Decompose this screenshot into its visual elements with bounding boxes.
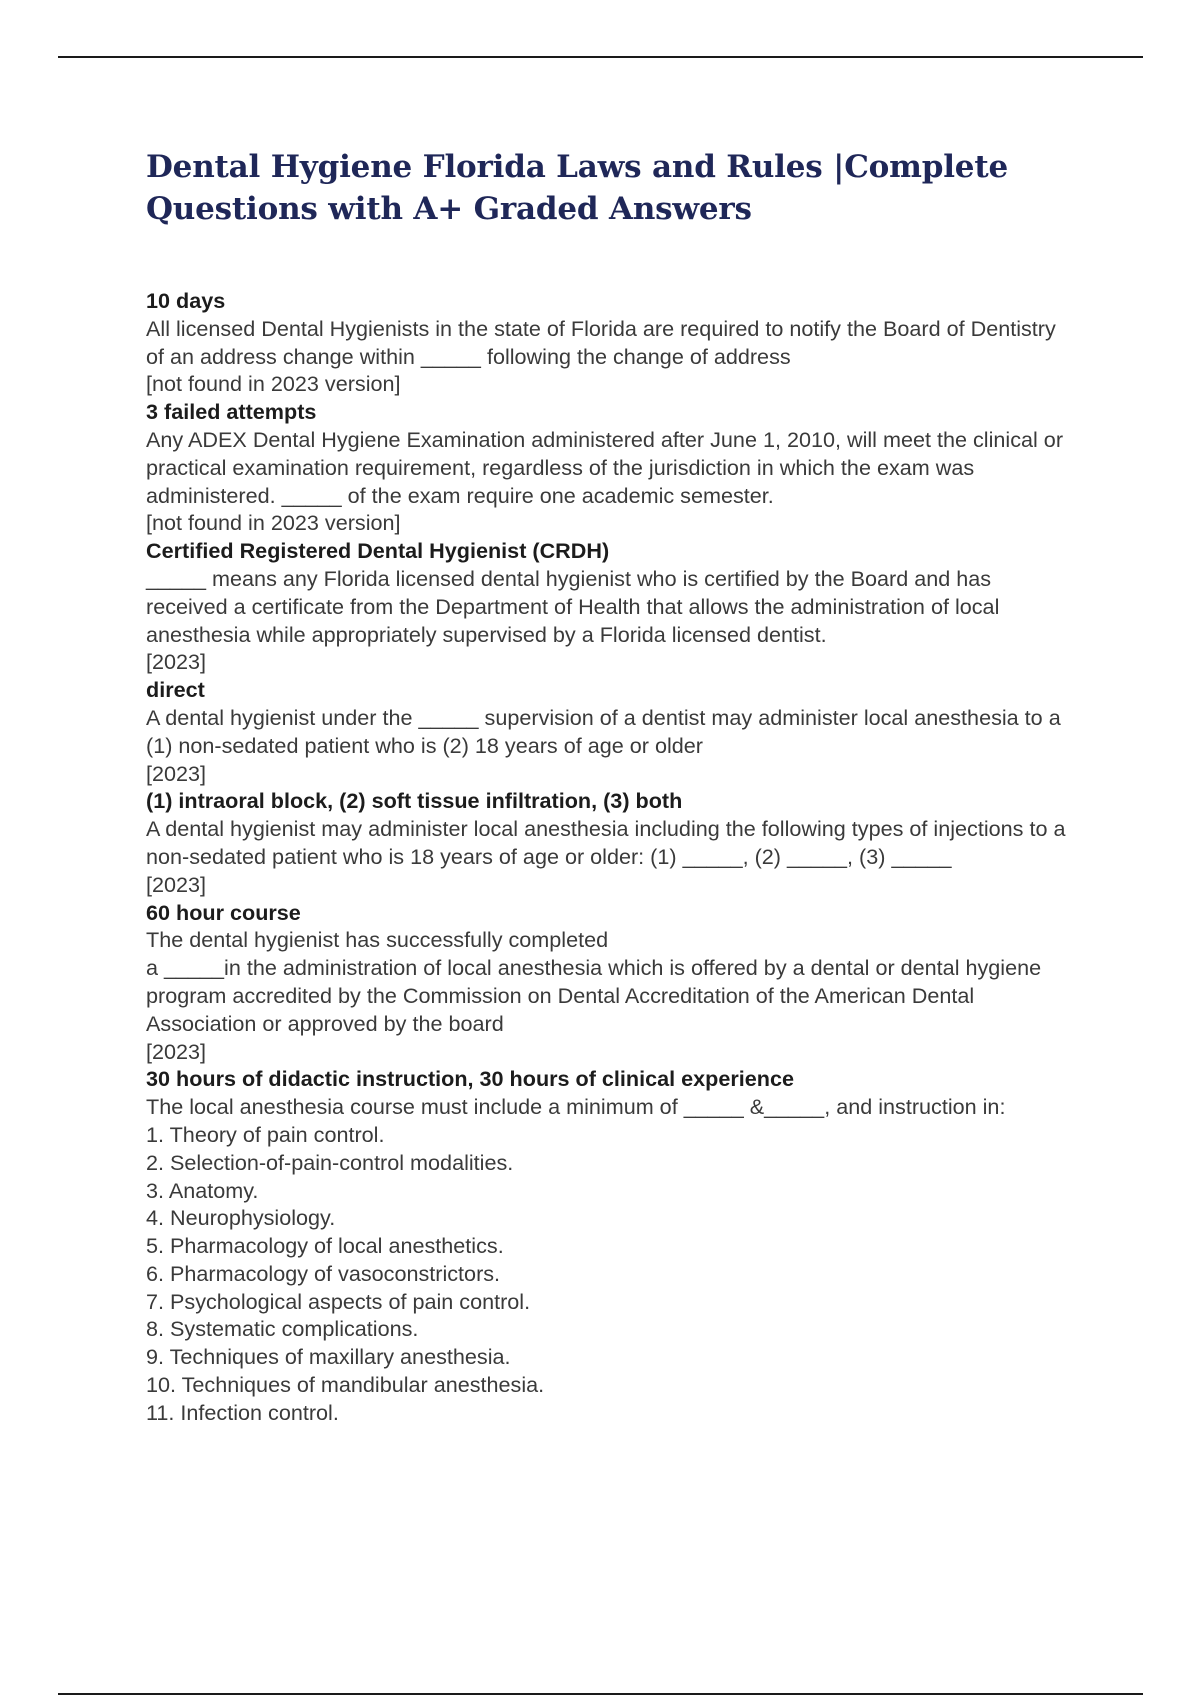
list-item: 10. Techniques of mandibular anesthesia. <box>146 1372 545 1398</box>
question-text: All licensed Dental Hygienists in the state of Florida are required to notify the Board of Dentistry of an address change within _____ following the change of address <box>146 315 1056 369</box>
version-note: [2023] <box>146 871 207 897</box>
question-text: A dental hygienist may administer local anesthesia including the following types of injections to a non-sedated patient who is 18 years of age or older: (1) _____, (2) _____, (3) _____ <box>146 816 1066 869</box>
list-item: 7. Psychological aspects of pain control. <box>146 1288 531 1314</box>
answer-term: direct <box>146 677 205 703</box>
answer-term: 60 hour course <box>146 899 301 925</box>
list-item: 11. Infection control. <box>146 1399 339 1425</box>
version-note: [2023] <box>146 1038 207 1064</box>
version-note: [not found in 2023 version] <box>146 510 401 536</box>
flashcard-entry <box>146 676 1076 787</box>
answer-term: 3 failed attempts <box>146 399 317 425</box>
version-note: [not found in 2023 version] <box>146 371 401 397</box>
answer-term: 30 hours of didactic instruction, 30 hours of clinical experience <box>146 1066 794 1092</box>
flashcard-entry <box>146 287 1076 398</box>
question-text: _____ means any Florida licensed dental hygienist who is certified by the Board and has received a certificate from the Department of Health that allows the administration of local anesthesia while appropriately supervised by a Florida licensed dentist. <box>146 565 1000 647</box>
list-item: 1. Theory of pain control. <box>146 1121 385 1147</box>
course-topics-list <box>146 1121 1076 1427</box>
flashcard-entry <box>146 787 1076 898</box>
list-item: 2. Selection-of-pain-control modalities. <box>146 1149 514 1175</box>
list-item: 3. Anatomy. <box>146 1177 259 1203</box>
flashcard-entry <box>146 537 1076 676</box>
list-item: 8. Systematic complications. <box>146 1316 419 1342</box>
top-rule <box>58 56 1143 58</box>
list-item: 4. Neurophysiology. <box>146 1205 336 1231</box>
answer-term: Certified Registered Dental Hygienist (CRDH) <box>146 538 610 564</box>
flashcard-entry <box>146 398 1076 537</box>
list-item: 5. Pharmacology of local anesthetics. <box>146 1233 504 1259</box>
list-item: 6. Pharmacology of vasoconstrictors. <box>146 1260 501 1286</box>
flashcard-list <box>146 287 1076 1427</box>
question-text: A dental hygienist under the _____ supervision of a dentist may administer local anesthesia to a (1) non-sedated patient who is (2) 18 years of age or older <box>146 704 1061 758</box>
answer-term: 10 days <box>146 288 226 313</box>
question-text: The dental hygienist has successfully completed a _____in the administration of local anesthesia which is offered by a dental or dental hygiene program accredited by the Commission on Dental Accreditation of the American Dental Association or approved by the board <box>146 927 1042 1036</box>
question-text: The local anesthesia course must include a minimum of _____ &_____, and instruction in: <box>146 1094 1006 1120</box>
flashcard-entry <box>146 899 1076 1066</box>
document-title: Dental Hygiene Florida Laws and Rules |Complete Questions with A+ Graded Answers <box>146 149 1008 227</box>
answer-term: (1) intraoral block, (2) soft tissue infiltration, (3) both <box>146 788 683 814</box>
flashcard-entry <box>146 1065 1076 1426</box>
bottom-rule <box>58 1693 1143 1695</box>
version-note: [2023] <box>146 760 207 786</box>
question-text: Any ADEX Dental Hygiene Examination administered after June 1, 2010, will meet the clinical or practical examination requirement, regardless of the jurisdiction in which the exam was administered. _____ of the exam require one academic semester. <box>146 426 1064 508</box>
list-item: 9. Techniques of maxillary anesthesia. <box>146 1344 511 1370</box>
version-note: [2023] <box>146 649 207 675</box>
